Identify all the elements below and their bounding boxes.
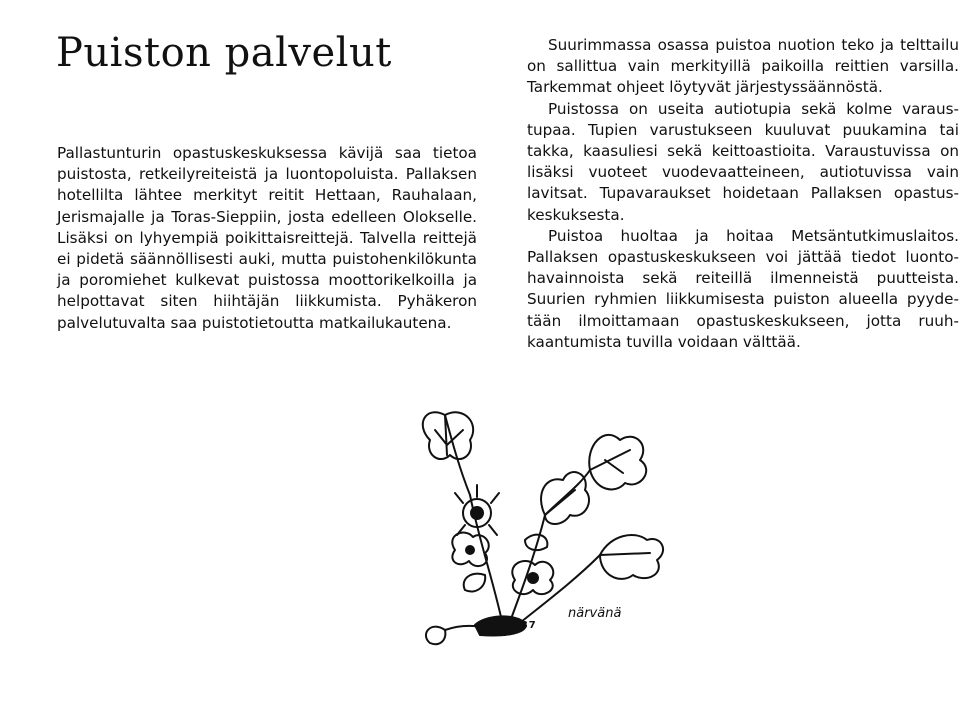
left-paragraph-1: Pallastunturin opastuskeskuksessa kävijä saa tietoa puistosta, retkeilyreiteistä ja luontopoluista. Pallaksen hotellilta lähtee merkityt reitit Hettaan, Rauhalaan, Jerismajalle ja Toras-Sieppiin, josta edelleen Olokselle. Lisäksi on lyhyempiä poikittaisreittejä. Talvella reittejä ei pidetä säännöllisesti auki, mutta puistohenkilökunta ja poromiehet kulkevat puistossa moottorikelkoilla ja helpottavat siten hiihtäjän liikkumista. Pyhäkeron palvelutuvalta saa puistotietoutta matkailukautena. [57, 144, 477, 332]
right-paragraph-3: Puistoa huoltaa ja hoitaa Metsäntutkimuslaitos. Pallaksen opastuskeskukseen voi jättää tiedot luontohavainnoista sekä reiteillä ilmenneistä puutteista. Suurien ryhmien liikkumisesta puiston alueella pyydetään ilmoittamaan opastuskeskukseen, jotta ruuhkaantumista tuvilla voidaan välttää. [527, 226, 959, 351]
right-column [527, 35, 959, 353]
left-column [57, 143, 477, 334]
right-paragraph-1: Suurimmassa osassa puistoa nuotion teko ja telttailu on sallittua vain merkityillä paikoilla reittien varsilla. Tarkemmat ohjeet löytyvät järjestyssäännöstä. [527, 36, 959, 97]
illustration-signature: V87 [512, 620, 537, 631]
plant-illustration [385, 385, 675, 675]
page-title: Puiston palvelut [56, 30, 392, 76]
right-paragraph-2: Puistossa on useita autiotupia sekä kolme varaustupaa. Tupien varustukseen kuuluvat puukamina tai takka, kaasuliesi sekä keittoastioita. Varaustuvissa on lisäksi vuoteet vuodevaatteineen, autiotuvissa vain lavitsat. Tupavaraukset hoidetaan Pallaksen opastuskeskuksesta. [527, 99, 959, 224]
illustration-caption: närvänä [568, 606, 622, 621]
